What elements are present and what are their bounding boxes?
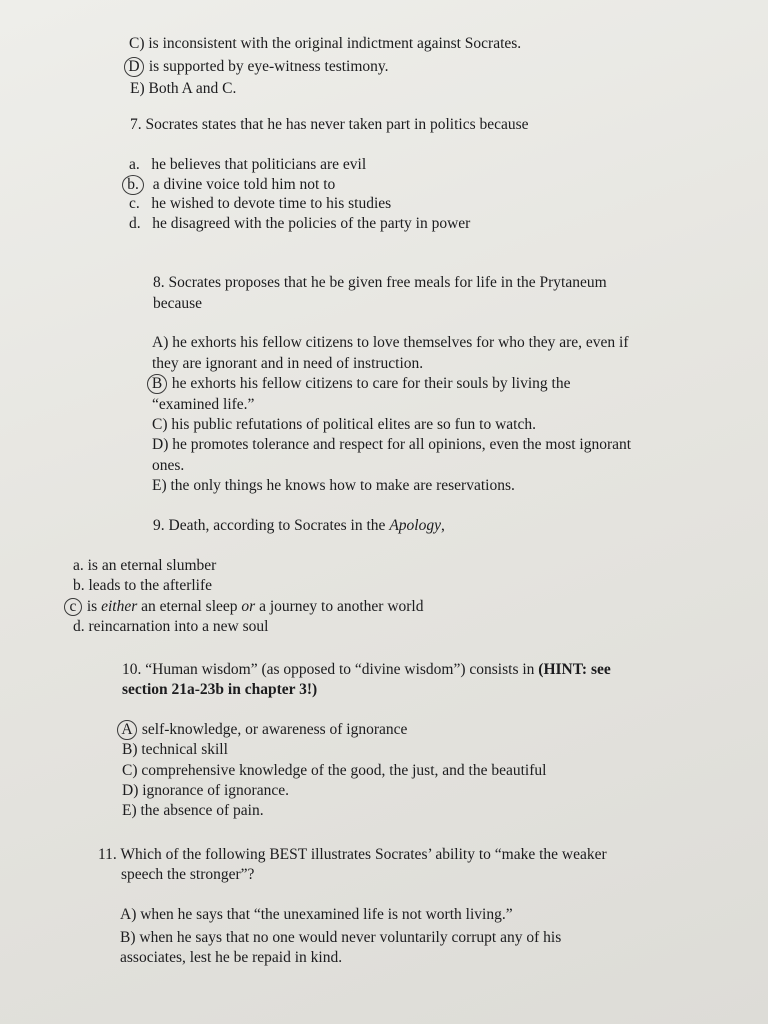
- option-text-italic: either: [101, 598, 138, 615]
- question-title-italic: Apology: [389, 517, 441, 534]
- q9-option-c-circled: [67, 597, 424, 617]
- q9-option-d: d. reincarnation into a new soul: [73, 618, 269, 635]
- question-text: 10. “Human wisdom” (as opposed to “divine wisdom”) consists in: [122, 661, 539, 678]
- option-text: a divine voice told him not to: [152, 176, 336, 193]
- option-label: C): [129, 35, 145, 52]
- circled-answer-mark: B: [147, 374, 167, 394]
- circled-answer-mark: A: [117, 720, 137, 740]
- q10-hint-line2: section 21a-23b in chapter 3!): [122, 681, 318, 698]
- circled-answer-mark: c: [64, 598, 82, 616]
- q10-option-d: D) ignorance of ignorance.: [122, 782, 289, 799]
- q8-option-b-circled: [150, 374, 570, 394]
- q10-question-line1: [122, 660, 611, 680]
- option-text: he believes that politicians are evil: [151, 156, 367, 173]
- option-text: he exhorts his fellow citizens to care for their souls by living the: [171, 375, 571, 392]
- q10-option-c: C) comprehensive knowledge of the good, the just, and the beautiful: [122, 762, 547, 779]
- q9-option-a: a. is an eternal slumber: [73, 557, 217, 574]
- hint-text: (HINT: see: [538, 661, 611, 678]
- q10-option-b: B) technical skill: [122, 741, 228, 758]
- q11-option-a: A) when he says that “the unexamined life is not worth living.”: [120, 906, 513, 923]
- q8-question-line2: because: [153, 295, 203, 312]
- question-text: 9. Death, according to Socrates in the: [153, 517, 390, 534]
- option-text: he disagreed with the policies of the party in power: [152, 215, 471, 232]
- q6-option-e: [130, 79, 236, 99]
- option-text: a journey to another world: [255, 598, 424, 615]
- option-label: E): [130, 80, 145, 97]
- q8-option-c: C) his public refutations of political elites are so fun to watch.: [152, 416, 536, 433]
- q8-option-a-line1: A) he exhorts his fellow citizens to love themselves for who they are, even if: [152, 334, 629, 351]
- q7-option-a: [129, 155, 366, 175]
- q9-option-b: b. leads to the afterlife: [73, 577, 213, 594]
- circled-answer-mark: D: [124, 57, 144, 77]
- q8-option-b-line2: “examined life.”: [152, 396, 255, 413]
- question-punct: ,: [440, 517, 445, 534]
- option-text: is inconsistent with the original indictment against Socrates.: [148, 35, 522, 52]
- q7-option-d: [129, 214, 470, 234]
- q8-option-a-line2: they are ignorant and in need of instruction.: [152, 355, 424, 372]
- q11-option-b-line1: B) when he says that no one would never voluntarily corrupt any of his: [120, 929, 562, 946]
- q8-option-d-line1: D) he promotes tolerance and respect for all opinions, even the most ignorant: [152, 436, 632, 453]
- q6-option-c: [129, 34, 521, 54]
- option-text-italic: or: [241, 598, 256, 615]
- q6-option-d-circled: [127, 57, 389, 77]
- option-label: c.: [129, 195, 140, 212]
- option-text: self-knowledge, or awareness of ignorance: [141, 721, 408, 738]
- option-label: a.: [129, 156, 140, 173]
- circled-answer-mark: b.: [122, 175, 144, 195]
- option-text: an eternal sleep: [137, 598, 242, 615]
- option-label: d.: [129, 215, 141, 232]
- q8-option-e: E) the only things he knows how to make are reservations.: [152, 477, 515, 494]
- q10-option-e: E) the absence of pain.: [122, 802, 264, 819]
- option-text: is supported by eye-witness testimony.: [148, 58, 389, 75]
- q11-option-b-line2: associates, lest he be repaid in kind.: [120, 949, 343, 966]
- q9-question: [153, 516, 445, 536]
- option-text: he wished to devote time to his studies: [151, 195, 392, 212]
- q7-option-c: [129, 194, 391, 214]
- q11-question-line2: speech the stronger”?: [121, 866, 255, 883]
- q11-question-line1: 11. Which of the following BEST illustrates Socrates’ ability to “make the weaker: [98, 846, 607, 863]
- q7-question: 7. Socrates states that he has never taken part in politics because: [130, 116, 529, 133]
- option-text: is: [86, 598, 102, 615]
- q7-option-b-circled: [125, 175, 335, 195]
- q10-option-a-circled: [120, 720, 407, 740]
- option-text: Both A and C.: [148, 80, 237, 97]
- q8-option-d-line2: ones.: [152, 457, 185, 474]
- q8-question-line1: 8. Socrates proposes that he be given free meals for life in the Prytaneum: [153, 274, 607, 291]
